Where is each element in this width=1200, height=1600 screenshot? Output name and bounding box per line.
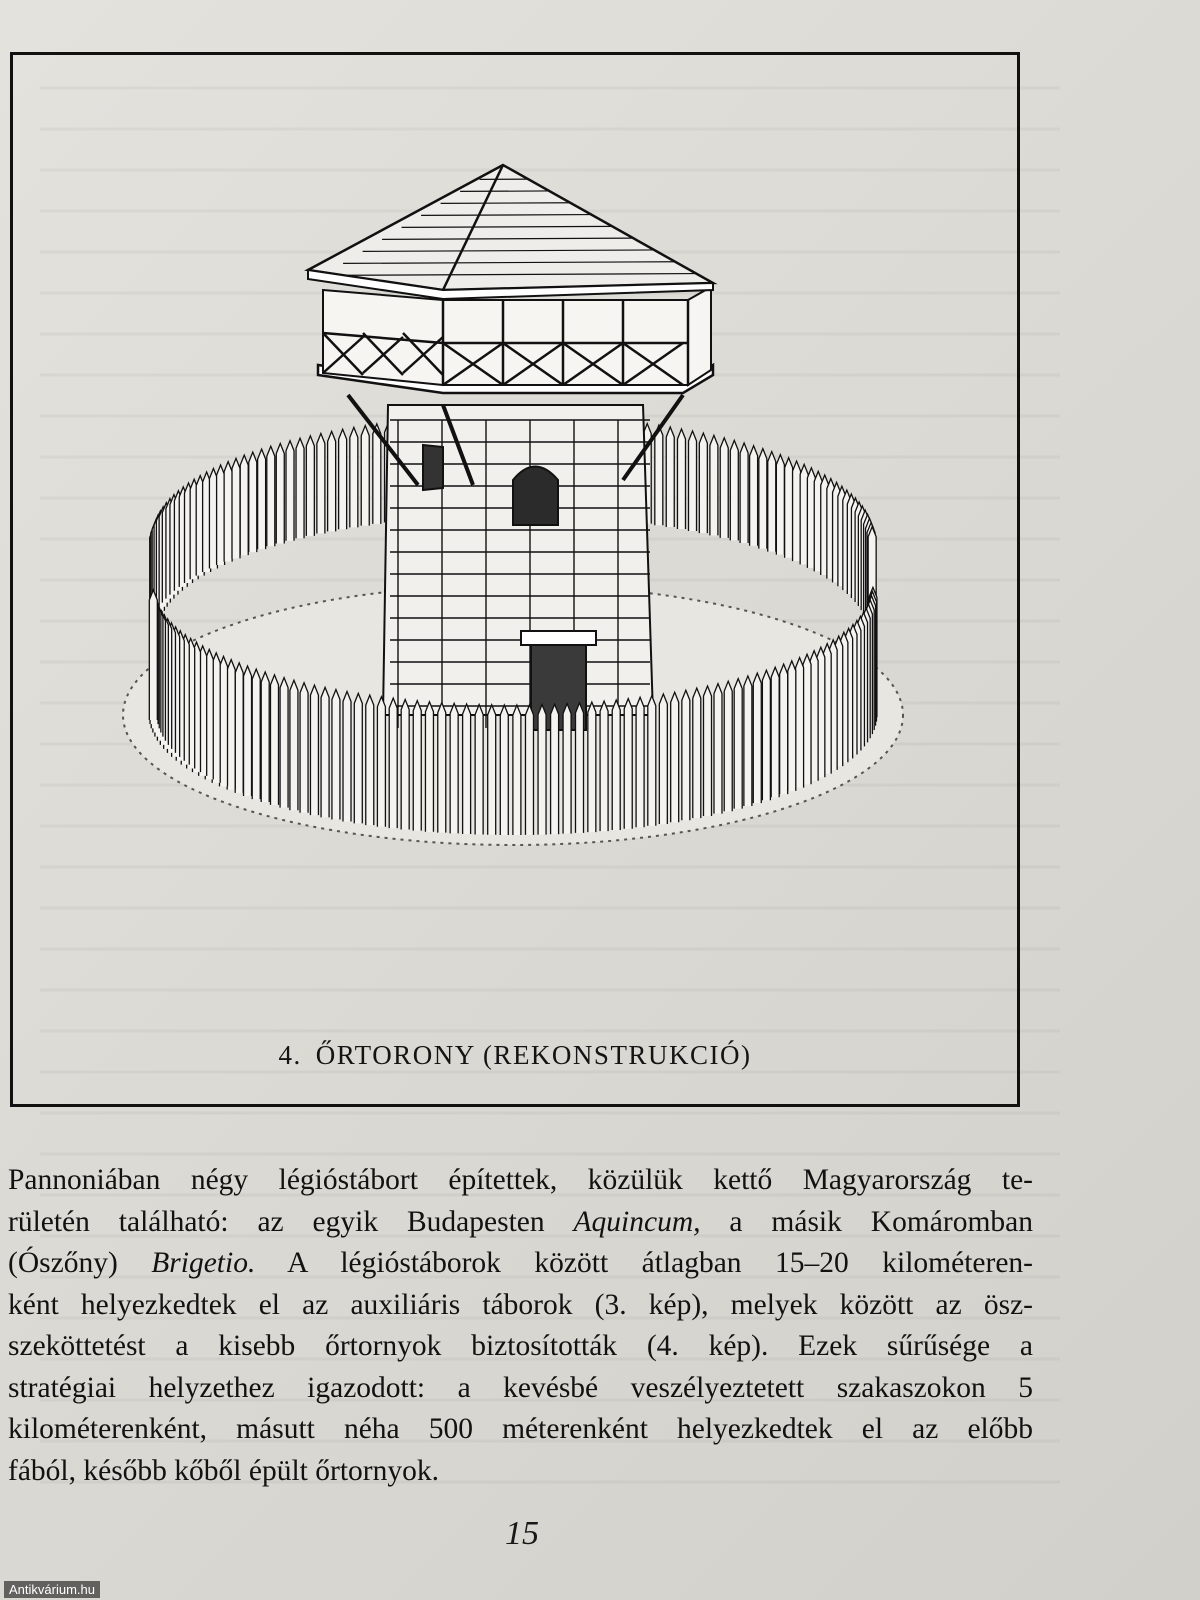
text-line bbox=[8, 1243, 1033, 1285]
figure-caption bbox=[13, 1040, 1017, 1071]
text-line bbox=[8, 1202, 1033, 1244]
caption-number: 4. bbox=[278, 1040, 302, 1070]
text-line bbox=[8, 1451, 1033, 1493]
balcony-right bbox=[688, 287, 711, 385]
text-line bbox=[8, 1368, 1033, 1410]
body-paragraph bbox=[8, 1160, 1033, 1492]
text-run: stratégiai helyzethez igazodott: a kevésbé veszélyeztetett szakaszokon 5 bbox=[8, 1371, 1033, 1404]
text-run: rületén található: az egyik Budapesten bbox=[8, 1205, 574, 1238]
text-line bbox=[8, 1160, 1033, 1202]
text-run: a másik Komáromban bbox=[700, 1205, 1033, 1238]
text-line bbox=[8, 1326, 1033, 1368]
text-line bbox=[8, 1409, 1033, 1451]
text-run: fából, később kőből épült őrtornyok. bbox=[8, 1454, 439, 1487]
text-run: Pannoniában négy légióstábort építettek, közülük kettő Magyarország te- bbox=[8, 1164, 1033, 1196]
figure-frame bbox=[10, 52, 1020, 1107]
text-run: szeköttetést a kisebb őrtornyok biztosították (4. kép). Ezek sűrűsége a bbox=[8, 1330, 1033, 1362]
text-run: (Ószőny) bbox=[8, 1247, 152, 1279]
text-run: kilométerenként, másutt néha 500 méterenként helyezkedtek el az előbb bbox=[8, 1413, 1033, 1445]
text-line bbox=[8, 1285, 1033, 1327]
italic-place-name: Aquincum, bbox=[573, 1205, 701, 1238]
roof bbox=[308, 165, 713, 290]
caption-text: ŐRTORONY (REKONSTRUKCIÓ) bbox=[315, 1040, 752, 1070]
page-number: 15 bbox=[505, 1515, 539, 1552]
tower-window bbox=[513, 467, 558, 526]
text-run: A légióstáborok között átlagban 15–20 kilométeren- bbox=[255, 1247, 1033, 1279]
watchtower-illustration bbox=[33, 75, 993, 935]
text-run: ként helyezkedtek el az auxiliáris táborok (3. kép), melyek között az ösz- bbox=[8, 1288, 1033, 1321]
watermark: Antikvárium.hu bbox=[4, 1581, 100, 1598]
door-lintel bbox=[521, 631, 596, 645]
italic-place-name: Brigetio. bbox=[151, 1247, 256, 1279]
